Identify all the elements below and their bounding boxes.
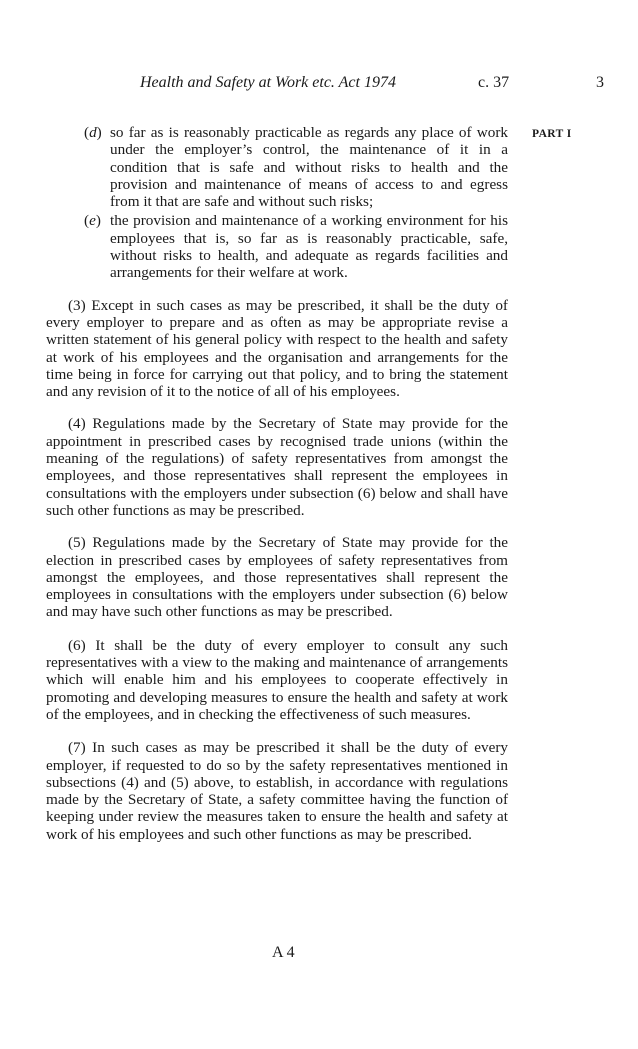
act-title: Health and Safety at Work etc. Act 1974 bbox=[140, 74, 396, 91]
item-text: so far as is reasonably practicable as regards any place of work under the employer’s control, the maintenance of it in a condition that is safe and without risks to health and the provision and maintenance of means of access to and egress from it that are safe and without such risks; bbox=[110, 124, 508, 211]
signature-text: A 4 bbox=[272, 944, 295, 961]
margin-note-part: PART I bbox=[532, 128, 572, 140]
running-header bbox=[0, 74, 638, 98]
section-body bbox=[46, 124, 508, 843]
subsection-3: (3) Except in such cases as may be prescribed, it shall be the duty of every employer to prepare and as often as may be appropriate revise a written statement of his general policy with respect to the health and safety at work of his employees and the organisation and arrangements for the time being in force for carrying out that policy, and to bring the statement and any revision of it to the notice of all of his employees. bbox=[46, 296, 508, 401]
subsection-7: (7) In such cases as may be prescribed it shall be the duty of every employer, if requested to do so by the safety representatives mentioned in subsections (4) and (5) above, to establish, in accordance with regulations made by the Secretary of State, a safety committee having the function of keeping under review the measures taken to ensure the health and safety at work of his employees and such other functions as may be prescribed. bbox=[46, 739, 508, 843]
list-item bbox=[84, 212, 508, 281]
page-number: 3 bbox=[596, 74, 604, 91]
subsection-4: (4) Regulations made by the Secretary of State may provide for the appointment in prescribed cases by recognised trade unions (within the meaning of the regulations) of safety representatives from amongst the employees, and those representatives shall represent the employees in consultations with the employers under subsection (6) below and shall have such other functions as may be prescribed. bbox=[46, 415, 508, 519]
subsection-5: (5) Regulations made by the Secretary of State may provide for the election in prescribed cases by employees of safety representatives from amongst the employees, and those representatives shall represent the employees in consultations with the employers under subsection (6) below and may have such other functions as may be prescribed. bbox=[46, 534, 508, 621]
chapter-reference: c. 37 bbox=[478, 74, 510, 91]
item-label: (e) bbox=[84, 212, 101, 230]
item-text: the provision and maintenance of a working environment for his employees that is, so far as is reasonably practicable, safe, without risks to health, and adequate as regards facilities and arrangements for their welfare at work. bbox=[110, 212, 508, 282]
list-item bbox=[84, 124, 508, 210]
subsection-6: (6) It shall be the duty of every employer to consult any such representatives with a view to the making and maintenance of arrangements which will enable him and his employees to cooperate effectively in promoting and developing measures to ensure the health and safety at work of the employees, and in checking the effectiveness of such measures. bbox=[46, 636, 508, 723]
item-label: (d) bbox=[84, 124, 102, 141]
